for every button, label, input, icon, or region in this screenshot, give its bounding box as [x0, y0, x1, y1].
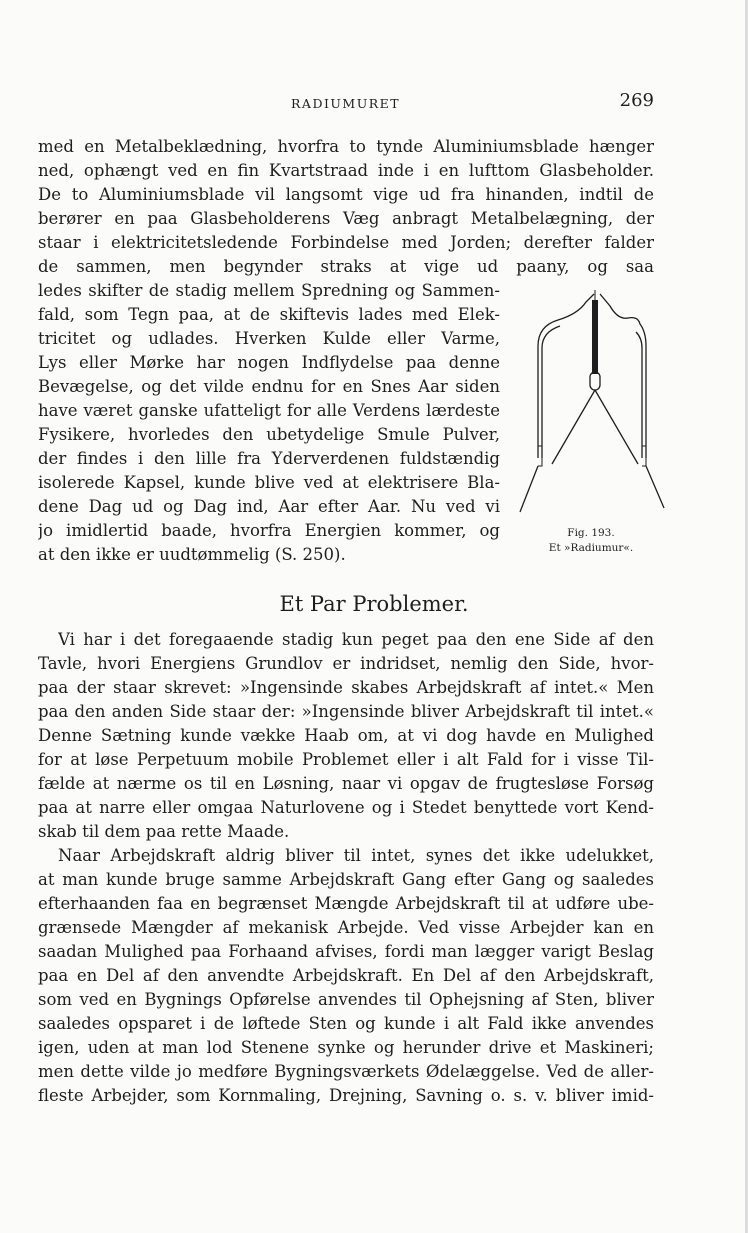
- text-line: Vi har i det foregaaende stadig kun peget paa den ene Side af den: [58, 630, 654, 649]
- text-line: for at løse Perpetuum mobile Problemet eller i alt Fald for i visse Til-: [38, 750, 654, 769]
- text-line: der findes i den lille fra Yderverdenen fuldstændig: [38, 449, 500, 468]
- text-line: jo imidlertid baade, hvorfra Energien kommer, og: [38, 521, 500, 540]
- section-heading: Et Par Problemer.: [279, 592, 469, 616]
- text-line: saaledes opsparet i de løftede Sten og kunde i alt Fald ikke anvendes: [38, 1014, 654, 1033]
- running-header: RADIUMURET: [291, 96, 401, 111]
- text-line: berører en paa Glasbeholderens Væg anbragt Metalbelægning, der: [38, 209, 654, 228]
- text-line: Fysikere, hvorledes den ubetydelige Smule Pulver,: [38, 425, 500, 444]
- figure-caption-title: Et »Radiumur«.: [548, 542, 634, 554]
- text-line: ned, ophængt ved en fin Kvartstraad inde i en lufttom Glasbeholder.: [38, 161, 654, 180]
- text-line: men dette vilde jo medføre Bygningsværkets Ødelæggelse. Ved de aller-: [38, 1062, 654, 1081]
- figure-caption-number: Fig. 193.: [567, 527, 615, 539]
- text-line: Bevægelse, og det vilde endnu for en Snes Aar siden: [38, 377, 500, 396]
- text-line: Naar Arbejdskraft aldrig bliver til intet, synes det ikke udelukket,: [58, 846, 654, 865]
- text-line: dene Dag ud og Dag ind, Aar efter Aar. Nu ved vi: [38, 497, 500, 516]
- text-line: paa at narre eller omgaa Naturlovene og i Stedet benyttede vort Kend-: [38, 798, 654, 817]
- electroscope-illustration: [514, 286, 670, 518]
- text-line: paa en Del af den anvendte Arbejdskraft. En Del af den Arbejdskraft,: [38, 966, 654, 985]
- text-line: paa den anden Side staar der: »Ingensinde bliver Arbejdskraft til intet.«: [38, 702, 654, 721]
- text-line: fleste Arbejder, som Kornmaling, Drejning, Savning o. s. v. bliver imid-: [38, 1086, 654, 1105]
- page-number: 269: [619, 90, 654, 111]
- text-line: fald, som Tegn paa, at de skiftevis lades med Elek-: [38, 305, 500, 324]
- text-line: have været ganske ufatteligt for alle Verdens lærdeste: [38, 401, 500, 420]
- text-line: tricitet og udlades. Hverken Kulde eller Varme,: [38, 329, 500, 348]
- text-line: efterhaanden faa en begrænset Mængde Arbejdskraft til at udføre ube-: [38, 894, 654, 913]
- text-line: Tavle, hvori Energiens Grundlov er indridset, nemlig den Side, hvor-: [38, 654, 654, 673]
- text-line: De to Aluminiumsblade vil langsomt vige ud fra hinanden, indtil de: [38, 185, 654, 204]
- text-line: Denne Sætning kunde vække Haab om, at vi dog havde en Mulighed: [38, 726, 654, 745]
- text-line: staar i elektricitetsledende Forbindelse med Jorden; derefter falder: [38, 233, 654, 252]
- text-line: at den ikke er uudtømmelig (S. 250).: [38, 545, 346, 564]
- text-line: de sammen, men begynder straks at vige ud paany, og saa: [38, 257, 654, 276]
- text-line: at man kunde bruge samme Arbejdskraft Gang efter Gang og saaledes: [38, 870, 654, 889]
- text-line: Lys eller Mørke har nogen Indflydelse paa denne: [38, 353, 500, 372]
- text-line: isolerede Kapsel, kunde blive ved at elektrisere Bla-: [38, 473, 500, 492]
- text-line: ledes skifter de stadig mellem Spredning og Sammen-: [38, 281, 500, 300]
- text-line: med en Metalbeklædning, hvorfra to tynde Aluminiumsblade hænger: [38, 137, 654, 156]
- text-line: fælde at nærme os til en Løsning, naar vi opgav de frugtesløse Forsøg: [38, 774, 654, 793]
- text-line: paa der staar skrevet: »Ingensinde skabes Arbejdskraft af intet.« Men: [38, 678, 654, 697]
- text-line: igen, uden at man lod Stenene synke og herunder drive et Maskineri;: [38, 1038, 654, 1057]
- text-line: grænsede Mængder af mekanisk Arbejde. Ved visse Arbejder kan en: [38, 918, 654, 937]
- text-line: som ved en Bygnings Opførelse anvendes til Ophejsning af Sten, bliver: [38, 990, 654, 1009]
- text-line: skab til dem paa rette Maade.: [38, 822, 290, 841]
- text-line: saadan Mulighed paa Forhaand afvises, fordi man lægger varigt Beslag: [38, 942, 654, 961]
